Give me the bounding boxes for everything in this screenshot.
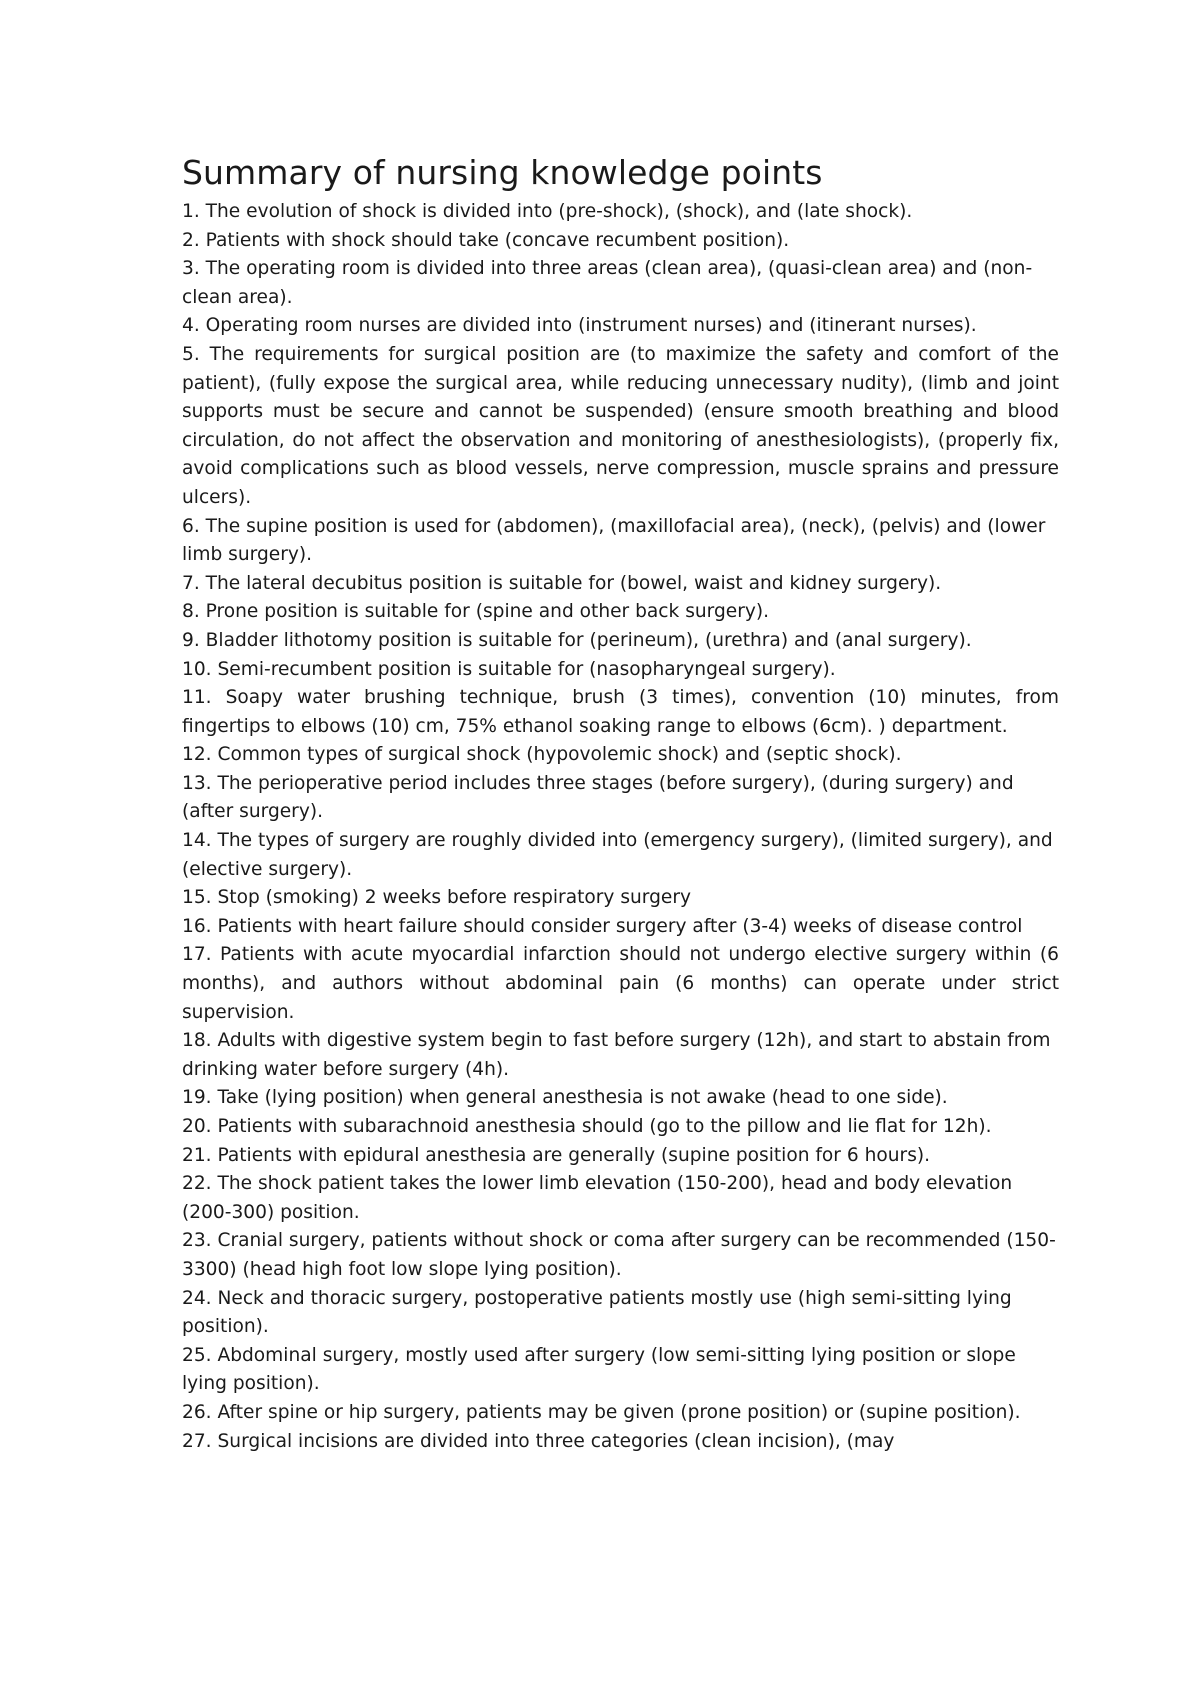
knowledge-point-21: 21. Patients with epidural anesthesia are generally (supine position for 6 hours). (182, 1144, 931, 1166)
knowledge-point-8: 8. Prone position is suitable for (spine and other back surgery). (182, 601, 770, 623)
knowledge-point-15: 15. Stop (smoking) 2 weeks before respiratory surgery (182, 887, 691, 909)
knowledge-points-list (182, 198, 1059, 1456)
knowledge-point-23: 23. Cranial surgery, patients without shock or coma after surgery can be recommended (150-3300) (head high foot low slope lying position). (182, 1230, 1056, 1280)
knowledge-point-13: 13. The perioperative period includes three stages (before surgery), (during surgery) and (after surgery). (182, 772, 1014, 823)
knowledge-point-22: 22. The shock patient takes the lower limb elevation (150-200), head and body elevation (200-300) position. (182, 1173, 1013, 1223)
knowledge-point-12: 12. Common types of surgical shock (hypovolemic shock) and (septic shock). (182, 744, 902, 766)
knowledge-point-14: 14. The types of surgery are roughly divided into (emergency surgery), (limited surgery), and (elective surgery). (182, 830, 1053, 880)
knowledge-point-24: 24. Neck and thoracic surgery, postoperative patients mostly use (high semi-sitting lying position). (182, 1287, 1012, 1338)
knowledge-point-20: 20. Patients with subarachnoid anesthesia should (go to the pillow and lie flat for 12h). (182, 1116, 992, 1137)
knowledge-point-16: 16. Patients with heart failure should consider surgery after (3-4) weeks of disease control (182, 915, 1023, 937)
document-page (182, 150, 1059, 1456)
knowledge-point-27: 27. Surgical incisions are divided into three categories (clean incision), (may (182, 1430, 895, 1452)
page-title: Summary of nursing knowledge points (182, 153, 823, 192)
knowledge-point-3: 3. The operating room is divided into three areas (clean area), (quasi-clean area) and (non-clean area). (182, 258, 1033, 308)
knowledge-point-10: 10. Semi-recumbent position is suitable for (nasopharyngeal surgery). (182, 658, 836, 680)
knowledge-point-18: 18. Adults with digestive system begin to fast before surgery (12h), and start to abstain from drinking water before surgery (4h). (182, 1030, 1051, 1080)
knowledge-point-6: 6. The supine position is used for (abdomen), (maxillofacial area), (neck), (pelvis) and (lower limb surgery). (182, 515, 1046, 566)
knowledge-point-5: 5. The requirements for surgical position are (to maximize the safety and comfort of the patient), (fully expose the surgical area, while reducing unnecessary nudity), (limb and joint supports must be secure and cannot be suspended) (ensure smooth breathing and blood circulation, do not affect the observation and monitoring of anesthesiologists), (properly fix, avoid complications such as blood vessels, nerve compression, muscle sprains and pressure ulcers). (182, 343, 1059, 508)
knowledge-point-11: 11. Soapy water brushing technique, brush (3 times), convention (10) minutes, from fingertips to elbows (10) cm, 75% ethanol soaking range to elbows (6cm). ) department. (182, 687, 1059, 737)
knowledge-point-17: 17. Patients with acute myocardial infarction should not undergo elective surgery within (6 months), and authors without abdominal pain (6 months) can operate under strict supervision. (182, 944, 1059, 1023)
knowledge-point-9: 9. Bladder lithotomy position is suitable for (perineum), (urethra) and (anal surgery). (182, 629, 972, 651)
knowledge-point-1: 1. The evolution of shock is divided into (pre-shock), (shock), and (late shock). (182, 201, 913, 222)
knowledge-point-4: 4. Operating room nurses are divided into (instrument nurses) and (itinerant nurses). (182, 315, 977, 337)
knowledge-point-2: 2. Patients with shock should take (concave recumbent position). (182, 229, 790, 251)
knowledge-point-26: 26. After spine or hip surgery, patients may be given (prone position) or (supine position). (182, 1401, 1021, 1423)
knowledge-point-19: 19. Take (lying position) when general anesthesia is not awake (head to one side). (182, 1087, 948, 1109)
knowledge-point-7: 7. The lateral decubitus position is suitable for (bowel, waist and kidney surgery). (182, 572, 942, 594)
knowledge-point-25: 25. Abdominal surgery, mostly used after surgery (low semi-sitting lying position or slope lying position). (182, 1344, 1016, 1395)
